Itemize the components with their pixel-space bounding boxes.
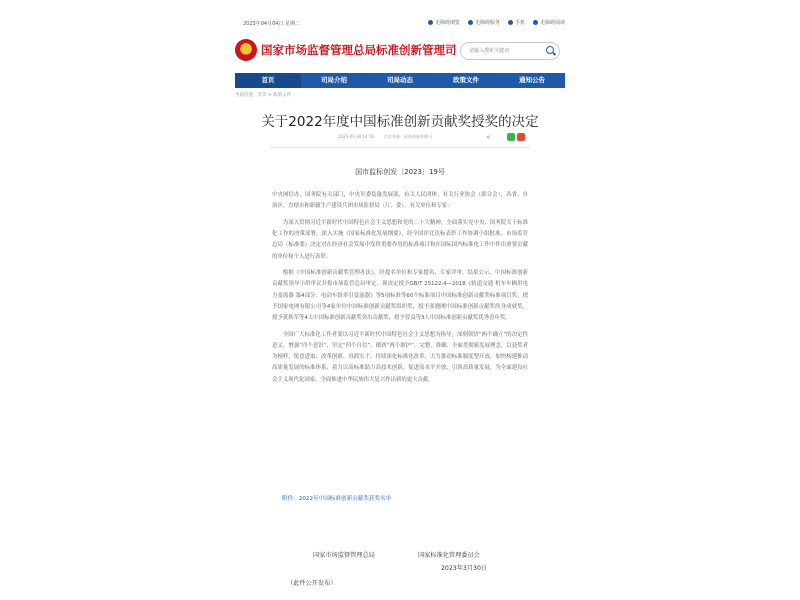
national-emblem-icon bbox=[235, 39, 257, 61]
article-meta bbox=[338, 134, 432, 140]
paragraph: 全国广大标准化工作者要以习近平新时代中国特色社会主义思想为指导，深刻领悟“两个确立”的决定性意义，增强“四个意识”、坚定“四个自信”、做到“两个维护”，完整、准确、全面贯彻新发展理念，以获奖者为榜样，锐意进取、改革创新、真抓实干，持续深化标准化改革，大力推动标准制度型开放，加快构建推动高质量发展的标准体系，着力以高标准助力高技术创新、促进高水平开放、引领高质量发展，为全面建设社会主义现代化国家、全面推进中华民族伟大复兴作出新的更大贡献。 bbox=[272, 331, 528, 383]
utility-link-read[interactable] bbox=[533, 19, 565, 26]
utility-link-service[interactable] bbox=[468, 19, 500, 26]
breadcrumb[interactable]: 当前位置：首页 > 政策文件 bbox=[235, 93, 292, 98]
utility-link-label: 无障碍阅读 bbox=[539, 20, 565, 26]
paragraph: 为深入贯彻习近平新时代中国特色社会主义思想和党的二十大精神，全面落实党中央、国务院关于标准化工作的决策部署，深入实施《国家标准化发展纲要》，经全国评比达标表彰工作协调小组批准，市场监管总局（标准委）决定对在经济社会发展中发挥重要作用的标准项目和在国际国内标准化工作中作出重要贡献的单位和个人进行表彰。 bbox=[272, 219, 528, 260]
nav-item-news[interactable]: 司局动态 bbox=[387, 76, 413, 84]
title-divider bbox=[270, 147, 530, 148]
main-nav bbox=[235, 73, 565, 88]
nav-item-notices[interactable]: 通知公告 bbox=[519, 76, 545, 84]
nav-item-home[interactable]: 首页 bbox=[235, 73, 301, 88]
current-date: 2023年04月04日 星期二 bbox=[243, 21, 301, 27]
utility-links bbox=[428, 19, 565, 26]
search-input[interactable]: 请输入搜索关键词 bbox=[469, 48, 510, 54]
article-body bbox=[272, 190, 528, 391]
publish-date: 2023-03-30 14:16 bbox=[338, 134, 375, 139]
share-icon[interactable]: < bbox=[486, 134, 492, 141]
top-utility-bar bbox=[235, 17, 565, 29]
signing-date: 2023年3月30日 bbox=[441, 565, 488, 572]
wechat-share-icon[interactable] bbox=[507, 133, 515, 141]
info-source: 信息来源：标准创新管理司 bbox=[384, 134, 433, 139]
utility-link-label: 手机 bbox=[514, 20, 525, 26]
service-icon bbox=[468, 20, 473, 25]
signer-samr: 国家市场监督管理总局 bbox=[313, 552, 375, 559]
utility-link-accessibility[interactable] bbox=[428, 19, 460, 26]
utility-link-label: 无障碍服务 bbox=[474, 20, 500, 26]
nav-item-policy[interactable]: 政策文件 bbox=[453, 76, 479, 84]
paragraph: 根据《中国标准创新贡献奖管理办法》，经提名单位和专家提名、专家评审、结果公示、中国标准创新贡献奖领导小组审议并报市场监管总局审定，现决定授予GB/T 25122.4—2018《轨道交通 机车车辆用电力变流器 第4部分：电动车组牵引变流器》等5项标准等60个标准项目中国标准创新贡献奖标准项目奖，授予国家电网有限公司等4家单位中国标准创新贡献奖组织奖，授予张晓刚中国标准创新贡献奖终身成就奖，授予黄秋军等4人中国标准创新贡献奖突出贡献奖，授予曾益等3人中国标准创新贡献奖优秀青年奖。 bbox=[272, 270, 528, 322]
utility-link-label: 无障碍浏览 bbox=[434, 20, 460, 26]
document-number: 国市监标创发〔2023〕19号 bbox=[355, 168, 445, 176]
attachment-link[interactable]: 附件：2022年中国标准创新贡献奖获奖名单 bbox=[282, 496, 392, 502]
paragraph-recipients: 中央网信办，国务院有关部门，中央军委装备发展部，有关人民团体，有关行业协会（联合会），各省、自治区、直辖市和新疆生产建设兵团市场监督局（厅、委），有关单位和专家： bbox=[272, 192, 528, 210]
weibo-share-icon[interactable] bbox=[517, 133, 525, 141]
search-icon[interactable] bbox=[546, 46, 554, 54]
utility-link-mobile[interactable] bbox=[508, 19, 525, 26]
site-header bbox=[235, 37, 565, 67]
mobile-icon bbox=[508, 20, 513, 25]
signer-sac: 国家标准化管理委员会 bbox=[418, 552, 480, 559]
publish-note: （此件公开发布） bbox=[287, 580, 337, 587]
search-box[interactable] bbox=[460, 42, 560, 60]
article-title: 关于2022年度中国标准创新贡献奖授奖的决定 bbox=[261, 114, 539, 130]
accessibility-icon bbox=[428, 20, 433, 25]
nav-item-about[interactable]: 司局介绍 bbox=[321, 76, 347, 84]
site-title[interactable]: 国家市场监督管理总局标准创新管理司 bbox=[261, 43, 457, 57]
read-icon bbox=[533, 20, 538, 25]
